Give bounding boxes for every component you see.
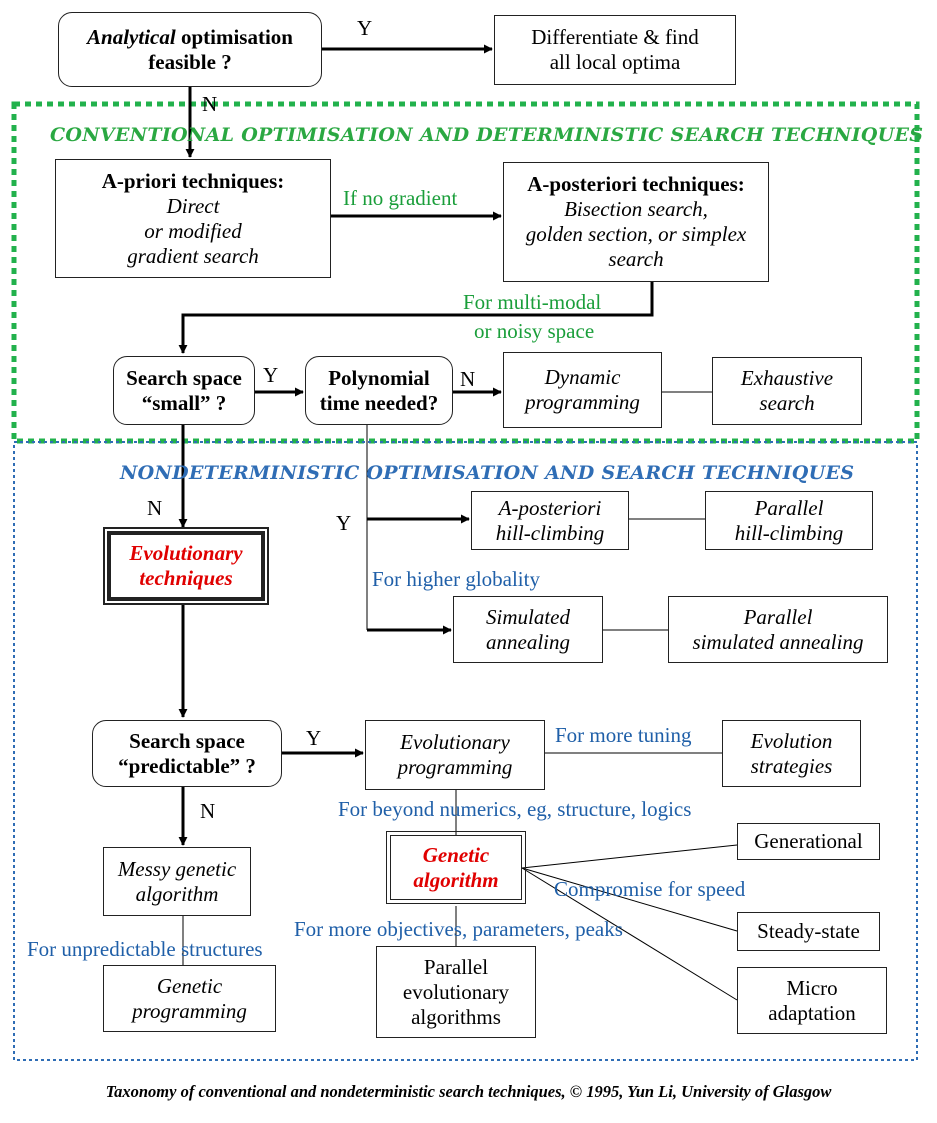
aposteriori-l1: Bisection search, xyxy=(564,197,708,221)
analytical-rest: optimisation xyxy=(175,24,293,49)
apriori-l2: or modified xyxy=(144,218,242,243)
evo-prog-l1: Evolutionary xyxy=(400,730,510,754)
ga-l1: Genetic xyxy=(422,842,490,867)
par-hill-l2: hill-climbing xyxy=(734,520,844,545)
differentiate-line2: all local optima xyxy=(549,50,681,74)
simulated-annealing-box xyxy=(453,596,603,663)
exhaustive-l1: Exhaustive xyxy=(740,366,834,390)
label-y-analytical: Y xyxy=(357,16,373,40)
par-evo-l3: algorithms xyxy=(411,1004,501,1029)
label-unpredictable-structures: For unpredictable structures xyxy=(27,937,263,961)
search-pred-l2: “predictable” ? xyxy=(118,753,256,778)
exhaustive-search-box xyxy=(712,357,862,425)
aposteriori-title: A-posteriori techniques: xyxy=(527,172,745,196)
evolutionary-techniques-box xyxy=(107,531,265,601)
differentiate-box xyxy=(494,15,736,85)
search-small-l1: Search space xyxy=(126,365,242,390)
par-sim-l1: Parallel xyxy=(743,604,813,629)
label-more-objectives: For more objectives, parameters, peaks xyxy=(294,917,623,941)
search-pred-l1: Search space xyxy=(129,728,245,753)
dynamic-l2: programming xyxy=(525,390,640,414)
aposteriori-l2: golden section, or simplex xyxy=(525,222,747,246)
generational-l1: Generational xyxy=(754,829,863,853)
analytical-decision xyxy=(58,12,322,87)
steady-state-box xyxy=(737,912,880,951)
par-evo-l1: Parallel xyxy=(423,954,489,979)
messy-l1: Messy genetic xyxy=(117,856,237,881)
label-n-analytical: N xyxy=(202,92,218,116)
sim-ann-l1: Simulated xyxy=(486,604,570,629)
apriori-l1: Direct xyxy=(166,193,220,218)
label-higher-globality: For higher globality xyxy=(372,567,540,591)
aposteriori-l3: search xyxy=(608,247,664,271)
differentiate-line1: Differentiate & find xyxy=(531,25,699,49)
par-hill-l1: Parallel xyxy=(754,495,824,520)
search-small-l2: “small” ? xyxy=(141,390,227,415)
evo-tech-l2: techniques xyxy=(139,566,233,590)
parallel-evolutionary-algorithms-box xyxy=(376,946,536,1038)
gen-prog-l2: programming xyxy=(132,998,247,1023)
apriori-box xyxy=(55,159,331,278)
label-y-small: Y xyxy=(263,363,279,387)
evolution-strategies-box xyxy=(722,720,861,787)
nondeterministic-region-title: NONDETERMINISTIC OPTIMISATION AND SEARCH TECHNIQUES xyxy=(120,462,855,484)
label-n-small: N xyxy=(147,496,163,520)
generational-box xyxy=(737,823,880,860)
aposteriori-box xyxy=(503,162,769,282)
evo-tech-l1: Evolutionary xyxy=(129,541,243,565)
label-if-no-gradient: If no gradient xyxy=(343,186,458,210)
parallel-hill-climbing-box xyxy=(705,491,873,550)
sim-ann-l2: annealing xyxy=(486,629,570,654)
genetic-programming-box xyxy=(103,965,276,1032)
label-beyond-numerics: For beyond numerics, eg, structure, logics xyxy=(338,797,692,821)
hill-climbing-box xyxy=(471,491,629,550)
par-sim-l2: simulated annealing xyxy=(692,629,864,654)
label-more-tuning: For more tuning xyxy=(555,723,692,747)
exhaustive-l2: search xyxy=(759,391,815,415)
label-y-polynomial: Y xyxy=(336,511,352,535)
apriori-title: A-priori techniques: xyxy=(101,168,285,193)
label-y-predictable: Y xyxy=(306,726,322,750)
hill-l1: A-posteriori xyxy=(498,495,602,520)
polynomial-l2: time needed? xyxy=(319,390,439,415)
search-small-decision xyxy=(113,356,255,425)
label-n-predictable: N xyxy=(200,799,216,823)
analytical-em: Analytical xyxy=(87,24,176,49)
evo-strat-l1: Evolution xyxy=(750,728,833,753)
par-evo-l2: evolutionary xyxy=(402,979,510,1004)
apriori-l3: gradient search xyxy=(127,243,259,268)
micro-l1: Micro xyxy=(786,975,838,1000)
dynamic-l1: Dynamic xyxy=(544,365,621,389)
label-multimodal-2: or noisy space xyxy=(474,319,595,343)
steady-l1: Steady-state xyxy=(757,919,860,943)
gen-prog-l1: Genetic xyxy=(156,973,223,998)
genetic-algorithm-box xyxy=(390,835,522,900)
dynamic-programming-box xyxy=(503,352,662,428)
evo-prog-l2: programming xyxy=(397,755,513,779)
micro-l2: adaptation xyxy=(768,1000,856,1025)
label-compromise-speed: Compromise for speed xyxy=(554,877,746,901)
polynomial-l1: Polynomial xyxy=(328,365,430,390)
evolutionary-programming-box xyxy=(365,720,545,790)
hill-l2: hill-climbing xyxy=(495,520,605,545)
figure-caption: Taxonomy of conventional and nondeterministic search techniques, © 1995, Yun Li, University of Glasgow xyxy=(105,1082,832,1101)
search-predictable-decision xyxy=(92,720,282,787)
analytical-line2: feasible ? xyxy=(148,49,232,74)
evo-strat-l2: strategies xyxy=(750,753,833,778)
parallel-simulated-annealing-box xyxy=(668,596,888,663)
ga-l2: algorithm xyxy=(413,867,499,892)
polynomial-decision xyxy=(305,356,453,425)
label-n-polynomial: N xyxy=(460,367,476,391)
conventional-region-title: CONVENTIONAL OPTIMISATION AND DETERMINISTIC SEARCH TECHNIQUES xyxy=(50,124,924,146)
messy-l2: algorithm xyxy=(135,881,219,906)
messy-genetic-algorithm-box xyxy=(103,847,251,916)
label-multimodal-1: For multi-modal xyxy=(463,290,602,314)
micro-adaptation-box xyxy=(737,967,887,1034)
